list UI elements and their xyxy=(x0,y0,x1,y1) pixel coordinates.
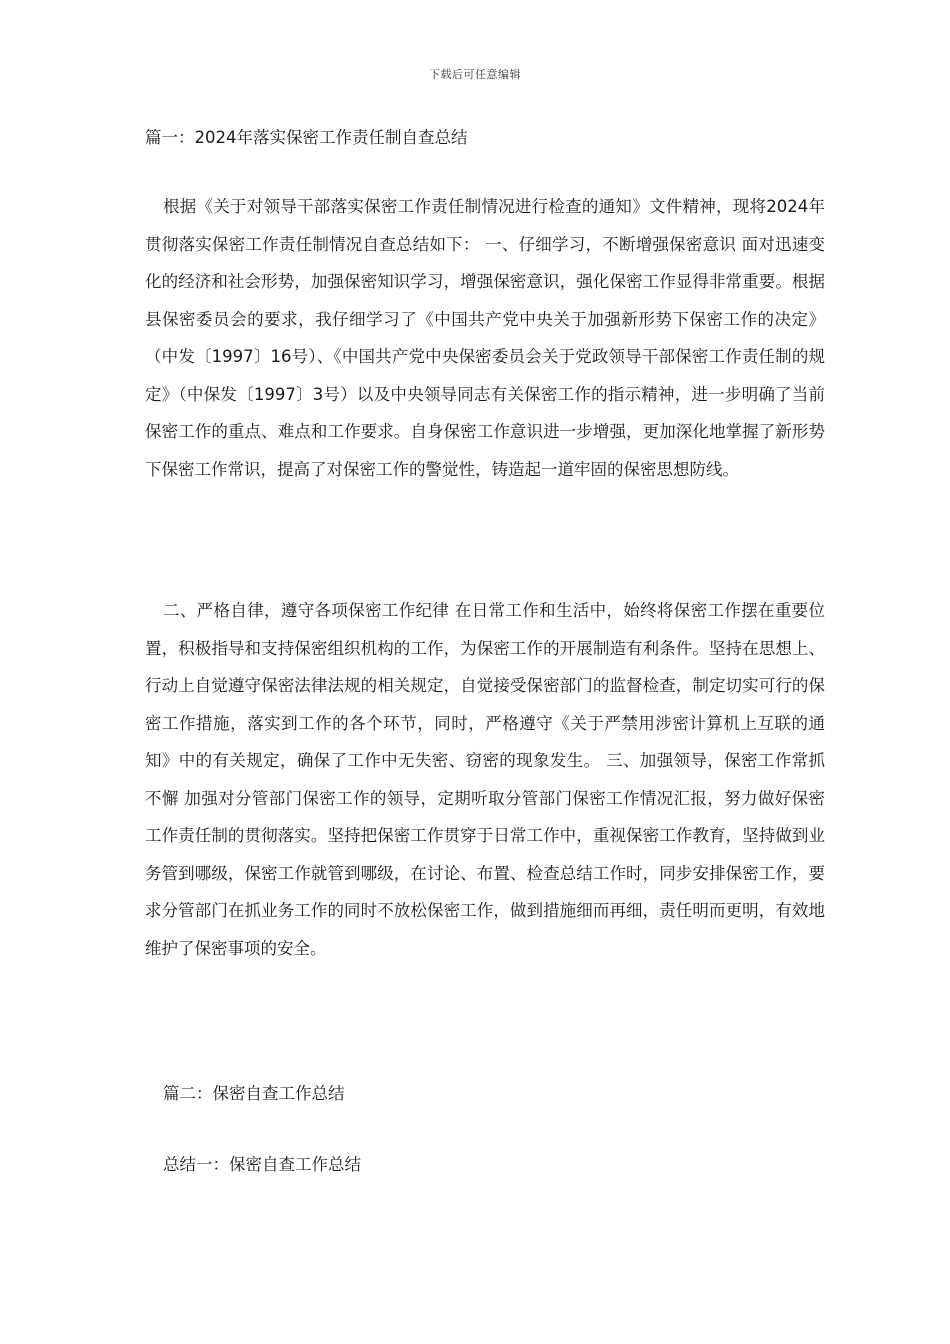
body-paragraph-1: 根据《关于对领导干部落实保密工作责任制情况进行检查的通知》文件精神，现将2024年贯彻落实保密工作责任制情况自查总结如下： 一、仔细学习，不断增强保密意识 面对迅速变化的经济和社会形势，加强保密知识学习，增强保密意识，强化保密工作显得非常重要。根据县保密委员会的要求，我仔细学习了《中国共产党中央关于加强新形势下保密工作的决定》（中发〔1997〕16号）、《中国共产党中央保密委员会关于党政领导干部保密工作责任制的规定》（中保发〔1997〕3号）以及中央领导同志有关保密工作的指示精神，进一步明确了当前保密工作的重点、难点和工作要求。自身保密工作意识进一步增强，更加深化地掌握了新形势下保密工作常识，提高了对保密工作的警觉性，铸造起一道牢固的保密思想防线。 xyxy=(145,197,825,479)
header-note: 下载后可任意编辑 xyxy=(429,68,521,81)
body-paragraph-2: 二、严格自律，遵守各项保密工作纪律 在日常工作和生活中，始终将保密工作摆在重要位置，积极指导和支持保密组织机构的工作，为保密工作的开展制造有利条件。坚持在思想上、行动上自觉遵守保密法律法规的相关规定，自觉接受保密部门的监督检查，制定切实可行的保密工作措施，落实到工作的各个环节，同时，严格遵守《关于严禁用涉密计算机上互联的通知》中的有关规定，确保了工作中无失密、窃密的现象发生。 三、加强领导，保密工作常抓不懈 加强对分管部门保密工作的领导，定期听取分管部门保密工作情况汇报，努力做好保密工作责任制的贯彻落实。坚持把保密工作贯穿于日常工作中，重视保密工作教育，坚持做到业务管到哪级，保密工作就管到哪级，在讨论、布置、检查总结工作时，同步安排保密工作，要求分管部门在抓业务工作的同时不放松保密工作，做到措施细而再细，责任明而更明，有效地维护了保密事项的安全。 xyxy=(145,601,825,958)
section-title-3: 总结一：保密自查工作总结 xyxy=(163,1155,361,1174)
section-title-2: 篇二：保密自查工作总结 xyxy=(163,1084,345,1103)
section-title-1: 篇一：2024年落实保密工作责任制自查总结 xyxy=(145,128,468,147)
